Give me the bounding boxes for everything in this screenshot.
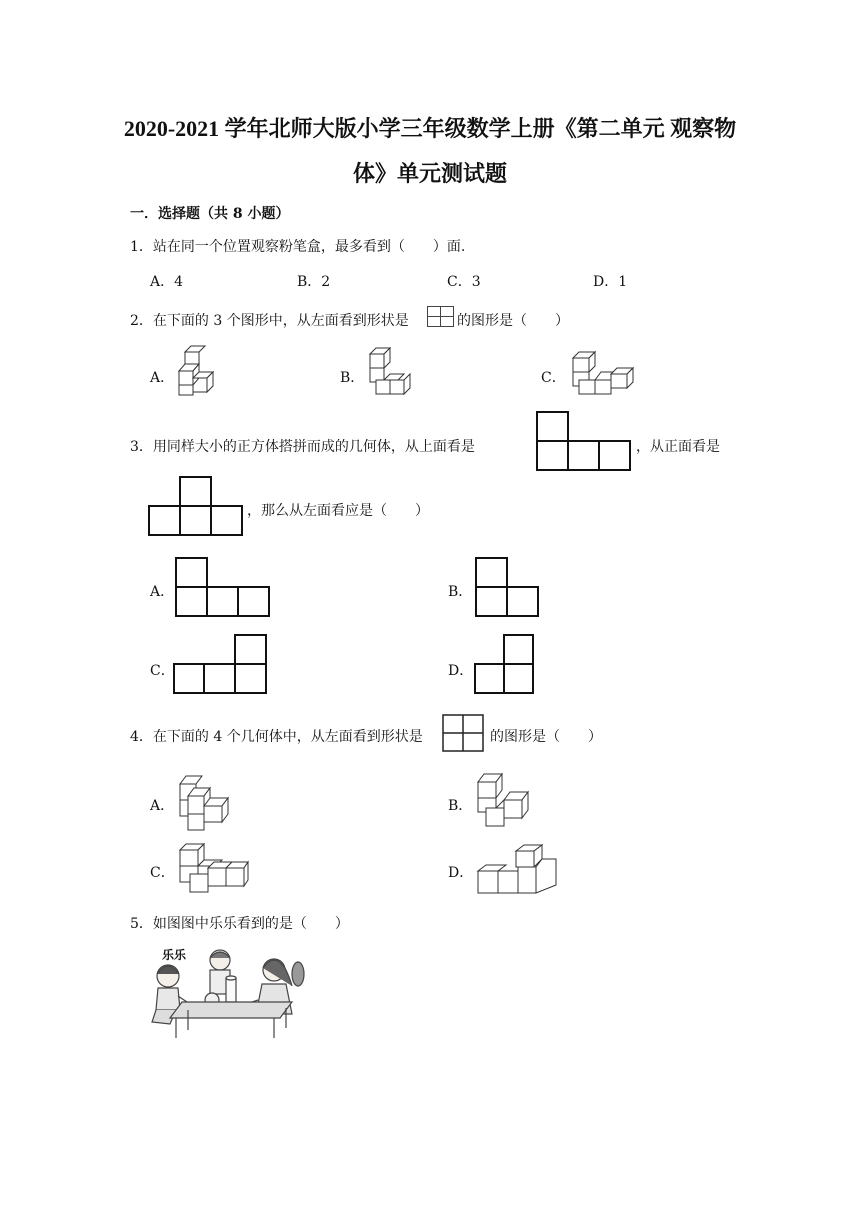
q3-option-c-figure [173,634,269,696]
q3-option-d-figure [474,634,540,696]
question-2-stem-end: 的图形是（ ） [457,313,569,329]
q4-option-a-cubes [176,772,234,834]
q3-option-b-figure [474,557,540,619]
question-5-stem: 5．如图图中乐乐看到的是（ ） [130,916,349,932]
q2-option-b[interactable]: B． [340,370,365,386]
q5-illustration-children-at-table [146,944,322,1046]
q4-option-d[interactable]: D． [448,865,474,881]
question-4-stem-end: 的图形是（ ） [490,729,602,745]
question-4-stem-start: 4．在下面的 4 个几何体中，从左面看到形状是 [130,729,423,745]
question-3-stem-part3: ，那么从左面看应是（ ） [247,503,429,519]
question-3-stem-part1: 3．用同样大小的正方体搭拼而成的几何体，从上面看是 [130,439,475,455]
q4-option-b[interactable]: B． [448,798,473,814]
q2-option-c-cubes [570,350,632,400]
q3-option-c[interactable]: C． [150,663,175,679]
q4-option-a[interactable]: A． [150,798,175,814]
q1-option-b[interactable]: B．2 [297,274,331,290]
page-title-line1: 2020-2021 学年北师大版小学三年级数学上册《第二单元 观察物 [123,116,737,141]
q2-option-a-cubes [172,350,222,400]
q3-option-b[interactable]: B． [448,584,473,600]
q5-figure-label-lele: 乐乐 [162,948,187,962]
q3-front-view-figure [148,476,244,538]
q2-option-b-cubes [362,350,412,400]
q4-option-c-cubes [176,842,252,898]
q2-option-c[interactable]: C． [541,370,566,386]
q4-option-c[interactable]: C． [150,865,175,881]
q3-option-a[interactable]: A． [150,584,175,600]
q3-top-view-figure [536,411,632,473]
q3-option-a-figure [174,557,270,619]
question-3-stem-part2: ，从正面看是 [636,439,720,455]
section-heading: 一．选择题（共 8 小题） [130,206,290,222]
page-title-line2: 体》单元测试题 [352,161,507,186]
q1-option-a[interactable]: A．4 [150,274,184,290]
q4-option-d-cubes [476,843,562,899]
q4-option-b-cubes [474,772,532,834]
q1-option-d[interactable]: D．1 [593,274,628,290]
q3-option-d[interactable]: D． [448,663,474,679]
q4-left-view-figure [442,714,486,754]
question-2-stem-start: 2．在下面的 3 个图形中，从左面看到形状是 [130,313,409,329]
q2-option-a[interactable]: A． [150,370,175,386]
q1-option-c[interactable]: C．3 [447,274,481,290]
q2-left-view-figure [427,306,455,328]
question-1-stem: 1．站在同一个位置观察粉笔盒，最多看到（ ）面. [130,239,466,255]
